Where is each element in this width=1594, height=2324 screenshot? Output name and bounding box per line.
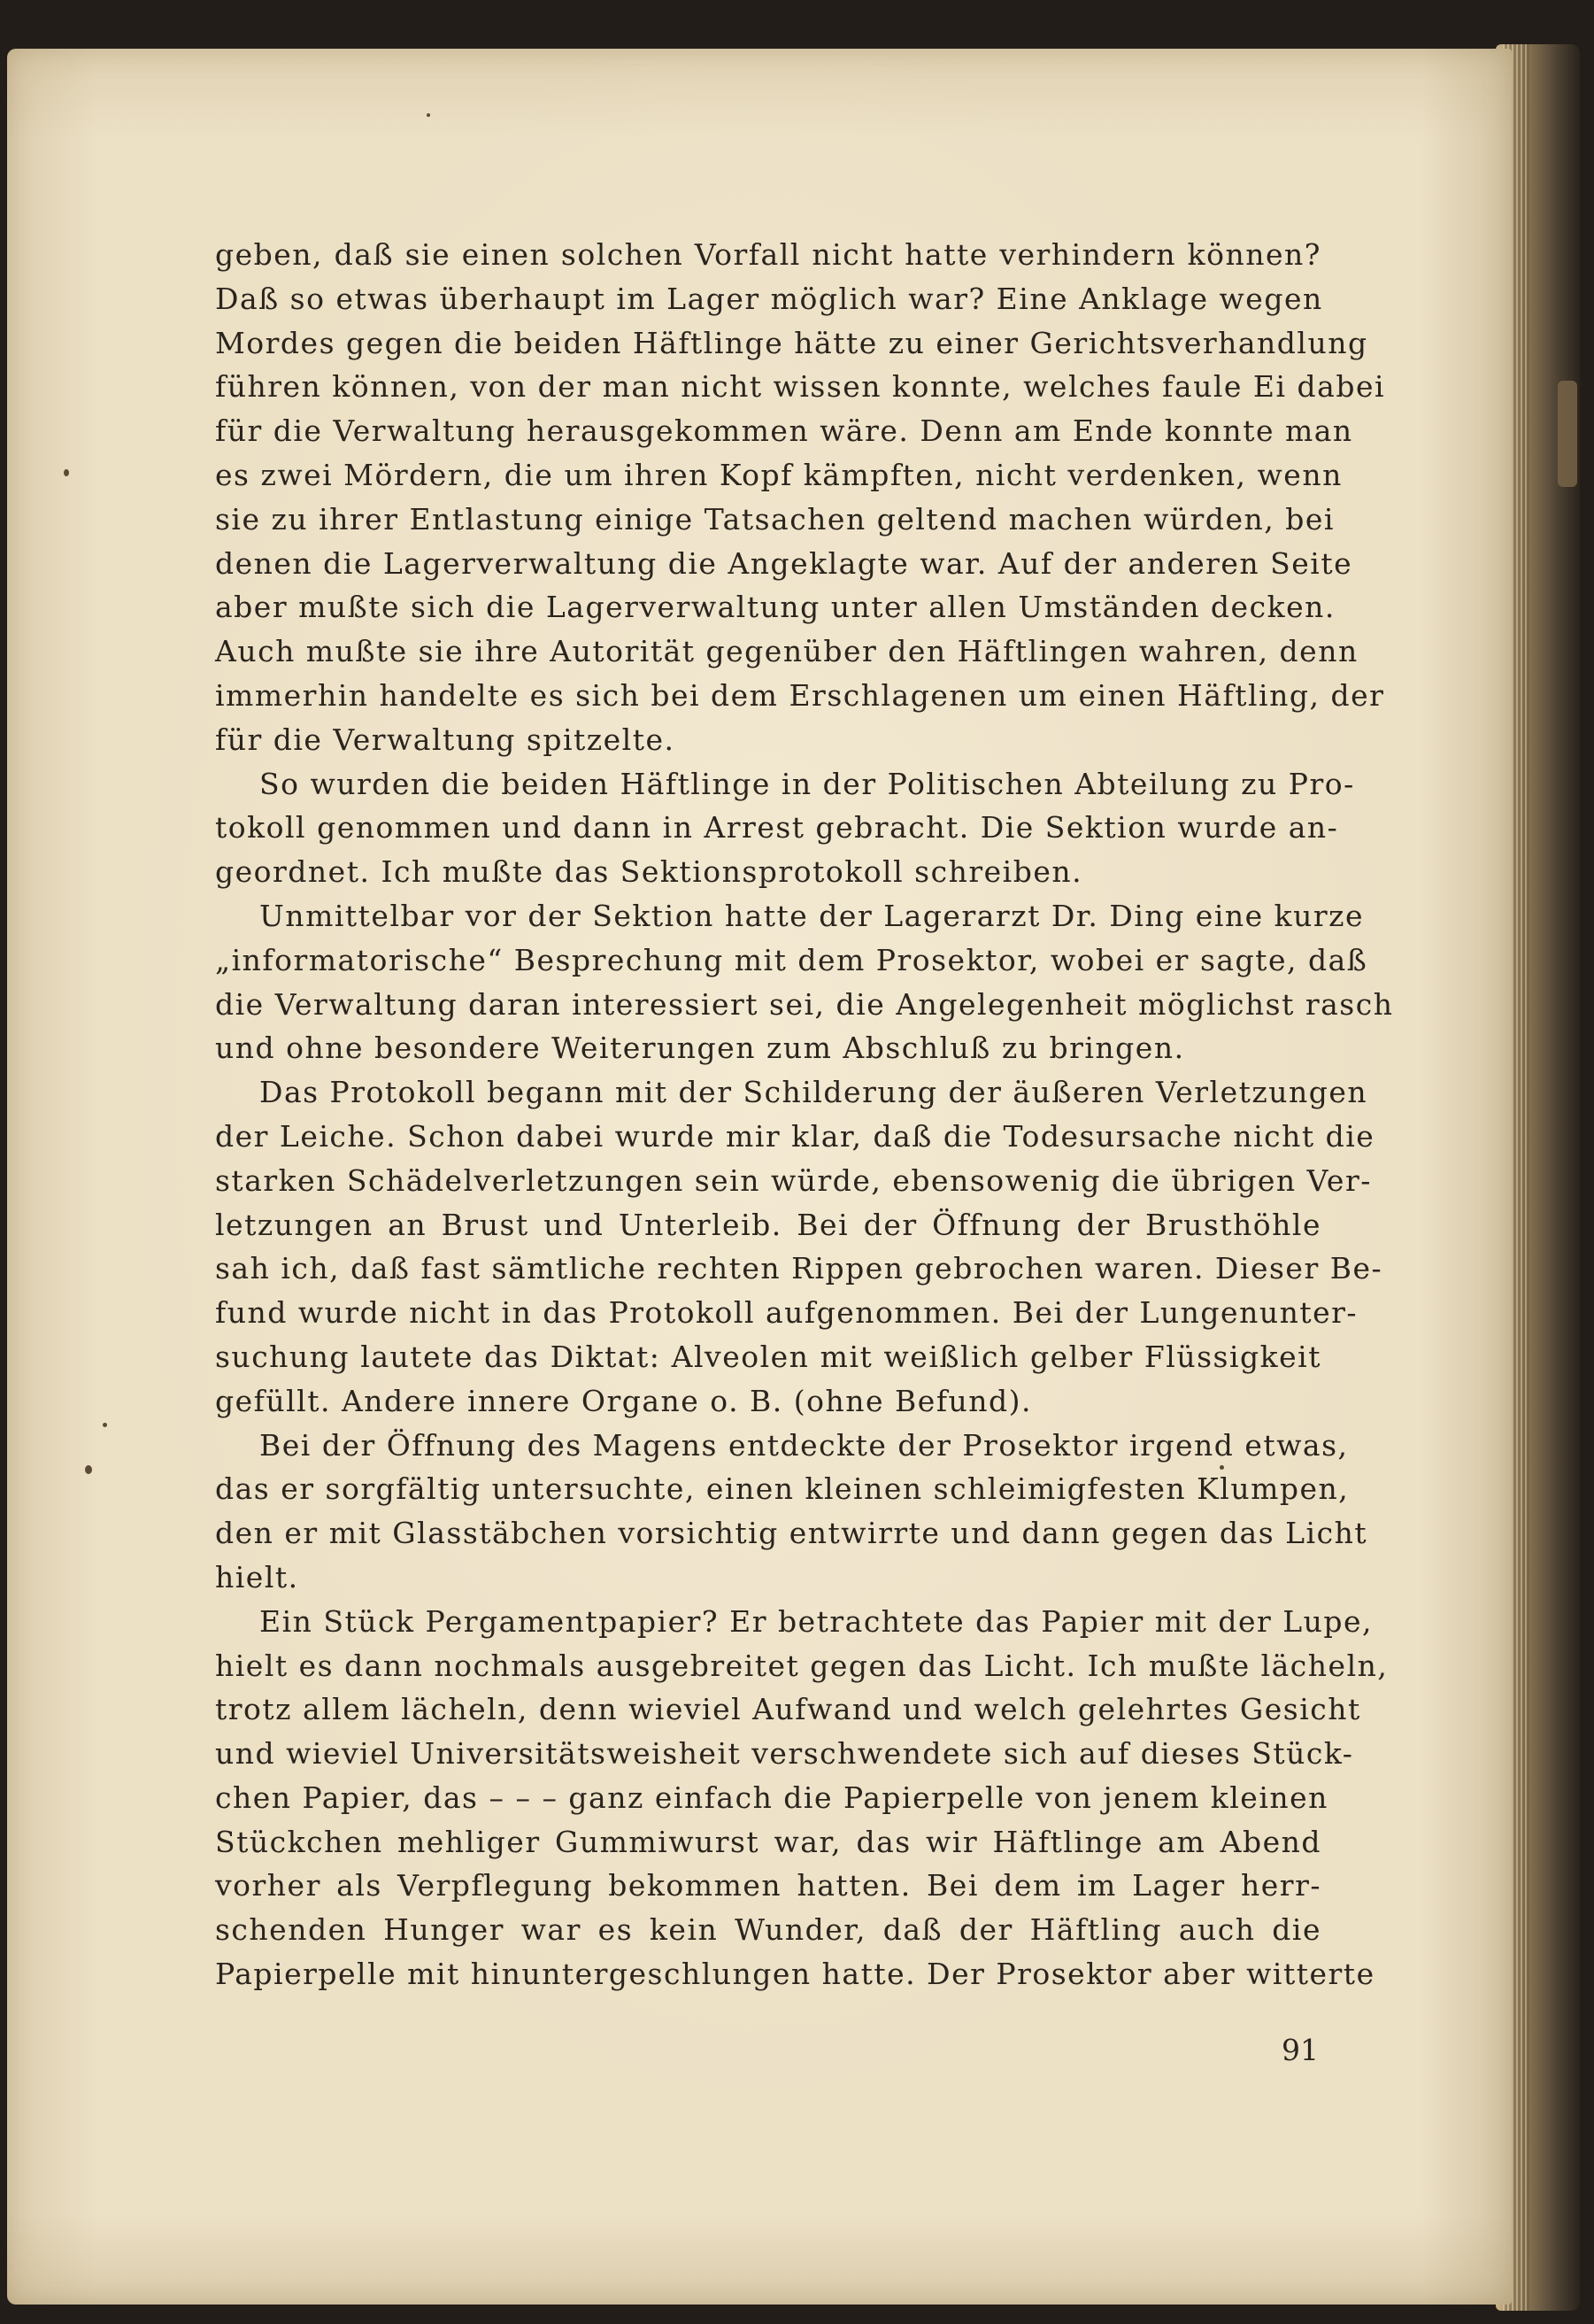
text-line: führen können, von der man nicht wissen konnte, welches faule Ei dabei bbox=[215, 369, 1386, 405]
text-line: der Leiche. Schon dabei wurde mir klar, daß die Todesursache nicht die bbox=[215, 1118, 1375, 1154]
body-text bbox=[215, 233, 1394, 1996]
text-line: Bei der Öffnung des Magens entdeckte der Prosektor irgend etwas, bbox=[259, 1427, 1349, 1463]
text-line: Stückchen mehliger Gummiwurst war, das wir Häftlinge am Abend bbox=[215, 1824, 1321, 1859]
page-number: 91 bbox=[1282, 2033, 1319, 2067]
text-line: immerhin handelte es sich bei dem Erschlagenen um einen Häftling, der bbox=[215, 677, 1385, 713]
paragraph bbox=[215, 233, 1386, 762]
text-line: trotz allem lächeln, denn wieviel Aufwand und welch gelehrtes Gesicht bbox=[215, 1692, 1361, 1727]
torn-edge bbox=[1558, 381, 1577, 487]
text-line: Mordes gegen die beiden Häftlinge hätte zu einer Gerichtsverhandlung bbox=[215, 325, 1368, 360]
text-line: Ein Stück Pergamentpapier? Er betrachtete das Papier mit der Lupe, bbox=[259, 1603, 1374, 1639]
text-line: suchung lautete das Diktat: Alveolen mit weißlich gelber Flüssigkeit bbox=[215, 1339, 1321, 1374]
text-line: hielt. bbox=[215, 1559, 299, 1594]
text-line: für die Verwaltung herausgekommen wäre. Denn am Ende konnte man bbox=[215, 413, 1353, 449]
text-line: es zwei Mördern, die um ihren Kopf kämpften, nicht verdenken, wenn bbox=[215, 457, 1343, 492]
text-line: vorher als Verpflegung bekommen hatten. Bei dem im Lager herr- bbox=[215, 1868, 1321, 1903]
text-line: tokoll genommen und dann in Arrest gebracht. Die Sektion wurde an- bbox=[215, 810, 1339, 845]
text-line: sah ich, daß fast sämtliche rechten Rippen gebrochen waren. Dieser Be- bbox=[215, 1251, 1383, 1286]
text-line: die Verwaltung daran interessiert sei, die Angelegenheit möglichst rasch bbox=[215, 986, 1394, 1022]
text-line: Papierpelle mit hinuntergeschlungen hatte. Der Prosektor aber witterte bbox=[215, 1957, 1375, 1992]
paragraph bbox=[215, 1424, 1368, 1600]
text-line: das er sorgfältig untersuchte, einen kleinen schleimigfesten Klumpen, bbox=[215, 1471, 1350, 1507]
text-line: schenden Hunger war es kein Wunder, daß der Häftling auch die bbox=[215, 1912, 1321, 1948]
text-line: chen Papier, das – – – ganz einfach die Papierpelle von jenem kleinen bbox=[215, 1780, 1328, 1815]
text-line: aber mußte sich die Lagerverwaltung unter allen Umständen decken. bbox=[215, 590, 1336, 625]
text-line: gefüllt. Andere innere Organe o. B. (ohne Befund). bbox=[215, 1383, 1033, 1418]
paragraph bbox=[215, 1070, 1383, 1423]
text-line: starken Schädelverletzungen sein würde, ebensowenig die übrigen Ver- bbox=[215, 1162, 1372, 1198]
paragraph bbox=[215, 1600, 1389, 1996]
paper-speck bbox=[85, 1465, 92, 1474]
text-line: Daß so etwas überhaupt im Lager möglich war? Eine Anklage wegen bbox=[215, 281, 1323, 316]
paper-speck bbox=[64, 469, 69, 476]
text-line: denen die Lagerverwaltung die Angeklagte war. Auf der anderen Seite bbox=[215, 545, 1353, 581]
text-line: sie zu ihrer Entlastung einige Tatsachen geltend machen würden, bei bbox=[215, 501, 1335, 537]
text-line: geordnet. Ich mußte das Sektionsprotokoll schreiben. bbox=[215, 854, 1083, 890]
text-line: „informatorische“ Besprechung mit dem Prosektor, wobei er sagte, daß bbox=[215, 942, 1368, 977]
text-line: hielt es dann nochmals ausgebreitet gegen das Licht. Ich mußte lächeln, bbox=[215, 1648, 1389, 1683]
text-line: fund wurde nicht in das Protokoll aufgenommen. Bei der Lungenunter- bbox=[215, 1295, 1359, 1331]
text-line: und ohne besondere Weiterungen zum Abschluß zu bringen. bbox=[215, 1031, 1185, 1066]
paper-speck bbox=[427, 113, 430, 117]
text-line: letzungen an Brust und Unterleib. Bei der Öffnung der Brusthöhle bbox=[215, 1207, 1321, 1242]
text-line: den er mit Glasstäbchen vorsichtig entwirrte und dann gegen das Licht bbox=[215, 1516, 1368, 1551]
paragraph bbox=[215, 894, 1394, 1070]
text-line: für die Verwaltung spitzelte. bbox=[215, 722, 675, 757]
text-line: So wurden die beiden Häftlinge in der Politischen Abteilung zu Pro- bbox=[259, 766, 1355, 801]
paper-speck bbox=[103, 1423, 107, 1427]
text-line: Unmittelbar vor der Sektion hatte der Lagerarzt Dr. Ding eine kurze bbox=[259, 898, 1365, 933]
text-line: und wieviel Universitätsweisheit verschwendete sich auf dieses Stück- bbox=[215, 1736, 1354, 1772]
text-line: Das Protokoll begann mit der Schilderung der äußeren Verletzungen bbox=[259, 1075, 1368, 1110]
text-line: geben, daß sie einen solchen Vorfall nicht hatte verhindern können? bbox=[215, 237, 1321, 272]
paragraph bbox=[215, 762, 1355, 894]
text-line: Auch mußte sie ihre Autorität gegenüber den Häftlingen wahren, denn bbox=[215, 634, 1359, 669]
